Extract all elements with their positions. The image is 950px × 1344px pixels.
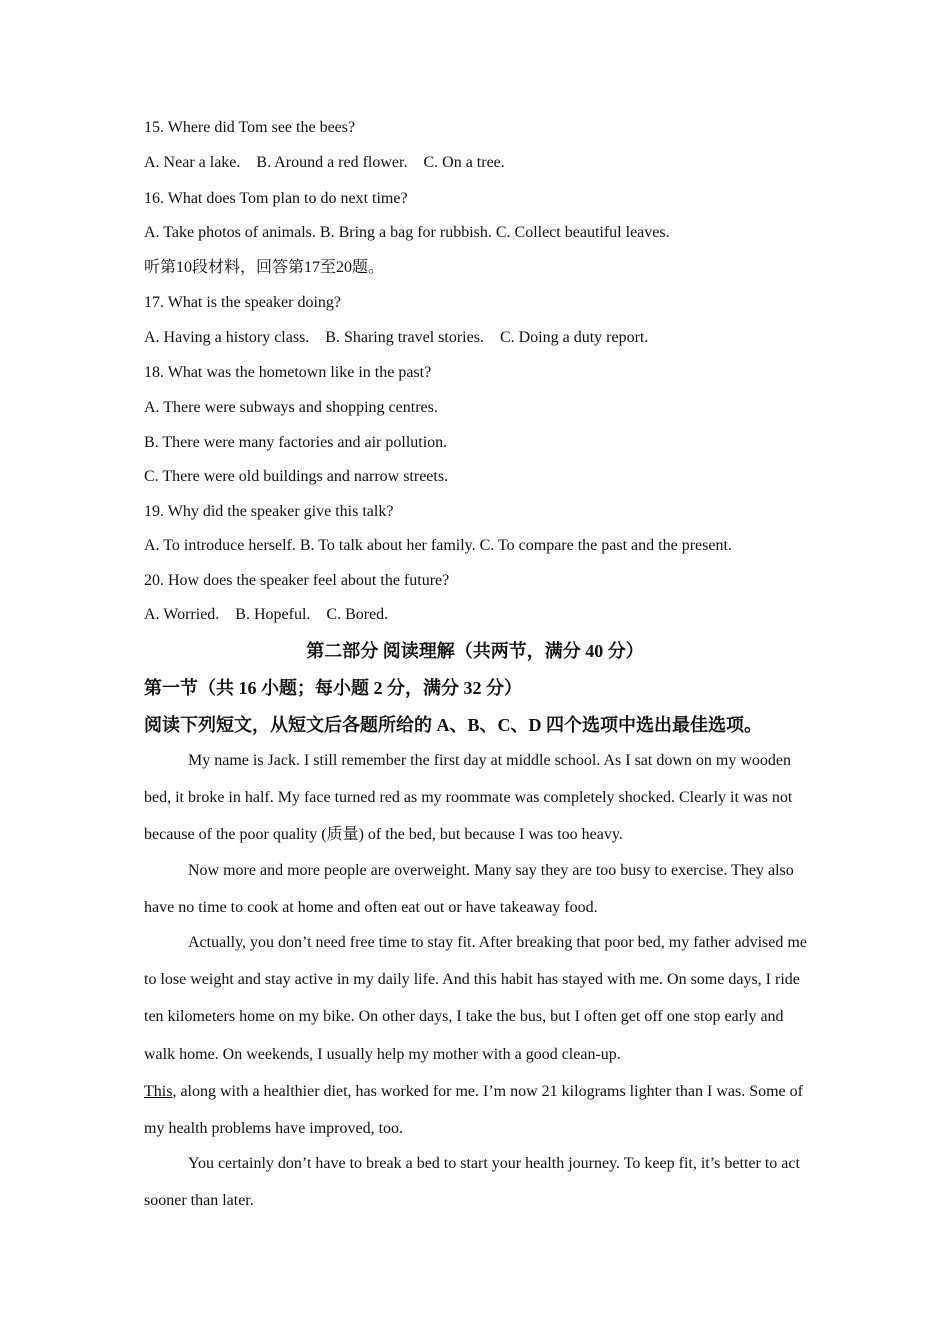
part-two-title: 第二部分 阅读理解（共两节，满分 40 分） — [306, 641, 644, 661]
question-20-options: A. Worried. B. Hopeful. C. Bored. — [144, 606, 389, 623]
question-15-options: A. Near a lake. B. Around a red flower. C. On a tree. — [144, 154, 505, 171]
passage-paragraph-5: You certainly don’t have to break a bed to start your health journey. To keep fit, it’s better to act sooner than later. — [144, 1155, 800, 1210]
question-18: 18. What was the hometown like in the past? — [144, 364, 432, 381]
question-18-option-b: B. There were many factories and air pollution. — [144, 434, 448, 451]
passage-paragraph-4 — [144, 1073, 814, 1147]
question-18-option-c: C. There were old buildings and narrow streets. — [144, 468, 449, 485]
question-19-options: A. To introduce herself. B. To talk about her family. C. To compare the past and the present. — [144, 537, 732, 554]
passage-paragraph-3: Actually, you don’t need free time to stay fit. After breaking that poor bed, my father advised me to lose weight and stay active in my daily life. And this habit has stayed with me. On some days, I ride ten kilometers home on my bike. On other days, I take the bus, but I often get off one stop early and walk home. On weekends, I usually help my mother with a good clean-up. — [144, 934, 807, 1063]
section-one-title: 第一节（共 16 小题；每小题 2 分，满分 32 分） — [144, 678, 522, 698]
question-19: 19. Why did the speaker give this talk? — [144, 503, 394, 520]
reading-instructions: 阅读下列短文，从短文后各题所给的 A、B、C、D 四个选项中选出最佳选项。 — [144, 715, 762, 735]
question-16: 16. What does Tom plan to do next time? — [144, 190, 408, 207]
question-17: 17. What is the speaker doing? — [144, 294, 341, 311]
question-16-options: A. Take photos of animals. B. Bring a bag for rubbish. C. Collect beautiful leaves. — [144, 224, 670, 241]
question-20: 20. How does the speaker feel about the future? — [144, 572, 450, 589]
passage-paragraph-4-text: , along with a healthier diet, has worked for me. I’m now 21 kilograms lighter than I was. Some of my health problems have improved, too. — [144, 1083, 803, 1138]
question-18-option-a: A. There were subways and shopping centres. — [144, 399, 438, 416]
passage-paragraph-1: My name is Jack. I still remember the first day at middle school. As I sat down on my wooden bed, it broke in half. My face turned red as my roommate was completely shocked. Clearly it was not because of the poor quality (质量) of the bed, but because I was too heavy. — [144, 752, 793, 844]
underlined-word: This — [144, 1083, 173, 1100]
section-note: 听第10段材料，回答第17至20题。 — [144, 259, 385, 276]
question-17-options: A. Having a history class. B. Sharing travel stories. C. Doing a duty report. — [144, 329, 649, 346]
question-15: 15. Where did Tom see the bees? — [144, 119, 356, 136]
passage-paragraph-2: Now more and more people are overweight. Many say they are too busy to exercise. They also have no time to cook at home and often eat out or have takeaway food. — [144, 862, 794, 917]
